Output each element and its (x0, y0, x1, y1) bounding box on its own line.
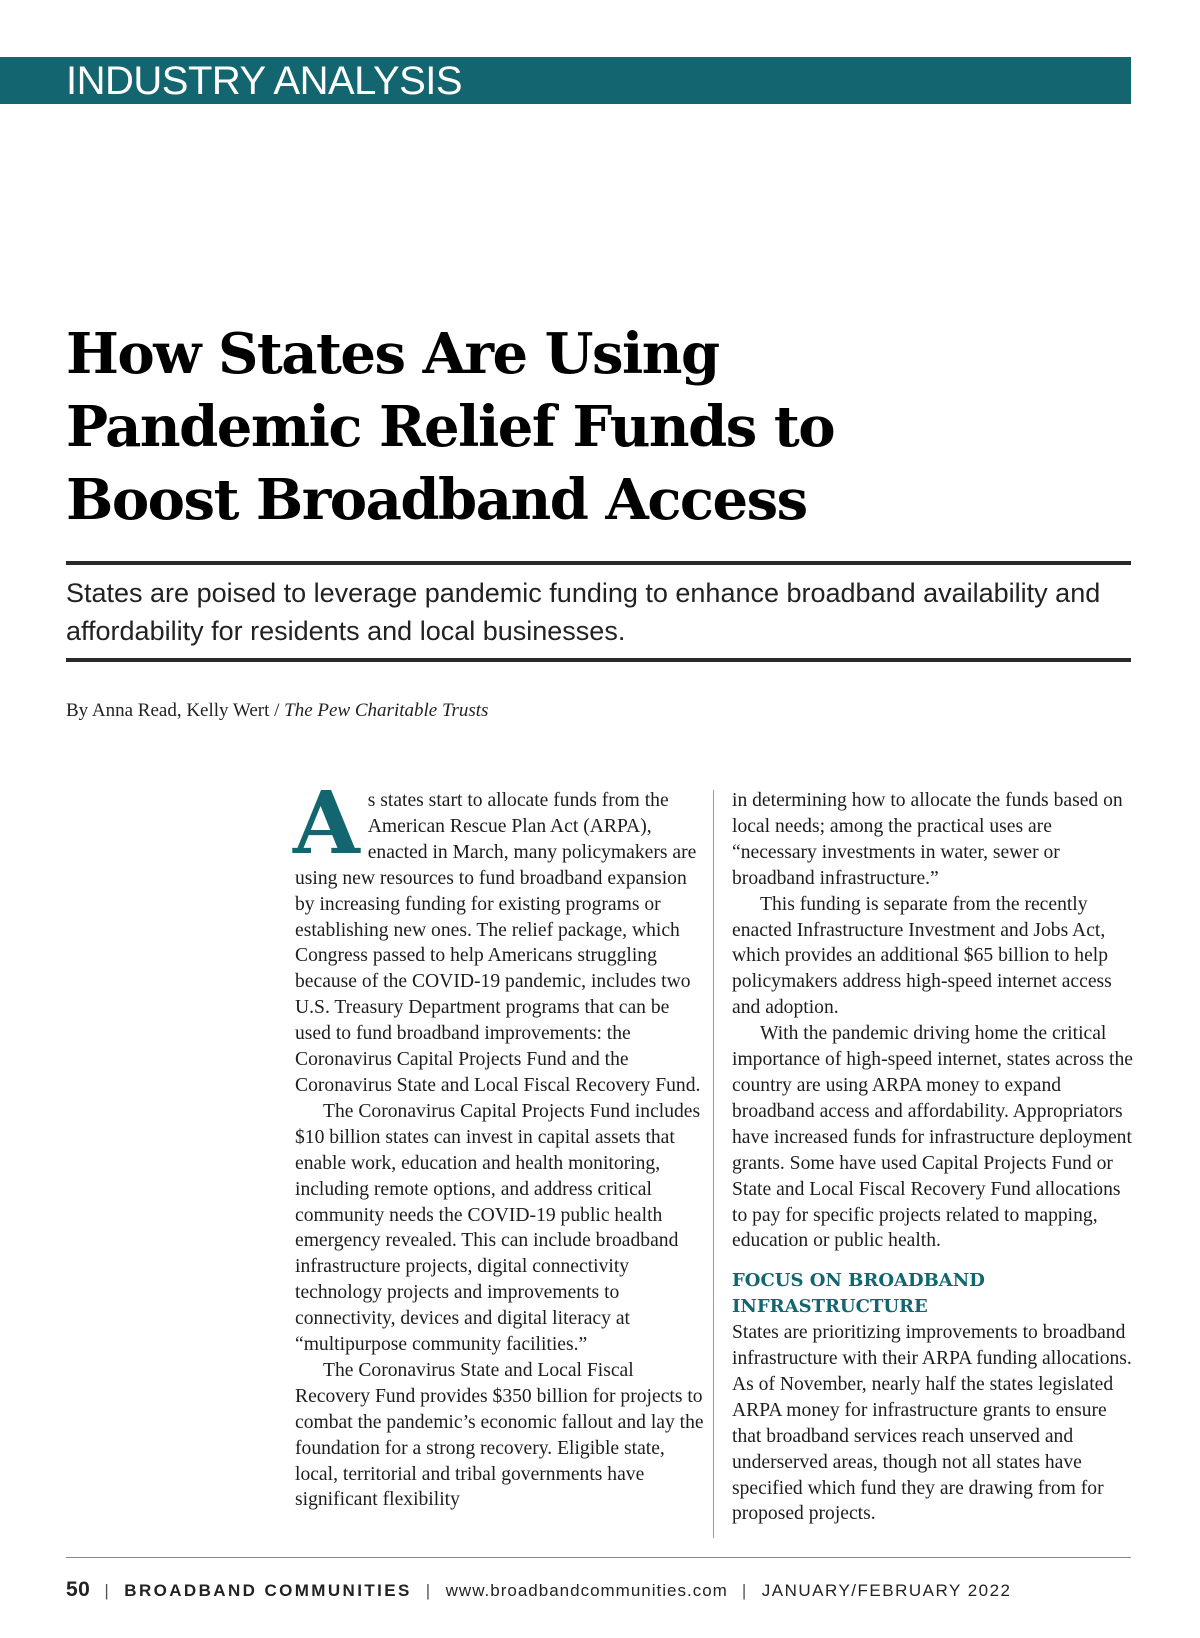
issue-date: JANUARY/FEBRUARY 2022 (761, 1581, 1012, 1600)
footer-rule (66, 1557, 1131, 1558)
paragraph-3-continued: in determining how to allocate the funds based on local needs; among the practical uses are “necessary investments in water, sewer or broadband infrastructure.” (732, 790, 1123, 889)
byline-authors: By Anna Read, Kelly Wert / (66, 700, 285, 721)
publication-name: BROADBAND COMMUNITIES (124, 1581, 412, 1600)
footer-separator: | (425, 1581, 432, 1600)
byline (66, 700, 488, 722)
subheading: FOCUS ON BROADBAND INFRASTRUCTURE (732, 1270, 985, 1318)
page-footer (66, 1578, 1012, 1602)
footer-separator: | (741, 1581, 748, 1600)
article-deck: States are poised to leverage pandemic funding to enhance broadband availability and affordability for residents and local businesses. (66, 578, 1101, 646)
column-divider (713, 790, 714, 1538)
article-title: How States Are Using Pandemic Relief Funds to Boost Broadband Access (66, 321, 835, 533)
publication-url: www.broadbandcommunities.com (445, 1581, 728, 1600)
paragraph-6: States are prioritizing improvements to broadband infrastructure with their ARPA funding allocations. As of November, nearly half the states legislated ARPA money for infrastructure grants to ensure that broadband services reach unserved and underserved areas, though not all states have specified which fund they are drawing from for proposed projects. (732, 1322, 1132, 1525)
body-column-right (732, 788, 1140, 1527)
footer-separator: | (104, 1581, 111, 1600)
section-label: INDUSTRY ANALYSIS (66, 59, 463, 103)
page-number: 50 (66, 1578, 91, 1601)
paragraph-5: With the pandemic driving home the critical importance of high-speed internet, states across the country are using ARPA money to expand broadband access and affordability. Appropriators have increased funds for infrastructure deployment grants. Some have used Capital Projects Fund or State and Local Fiscal Recovery Fund allocations to pay for specific projects related to mapping, education or public health. (732, 1023, 1133, 1252)
drop-cap: A (293, 773, 360, 874)
paragraph-3: The Coronavirus State and Local Fiscal Recovery Fund provides $350 billion for projects to combat the pandemic’s economic fallout and lay the foundation for a strong recovery. Eligible state, local, territorial and tribal governments have significant flexibility (295, 1359, 704, 1511)
deck-bottom-rule (66, 658, 1131, 662)
section-header-bar (0, 57, 1131, 104)
paragraph-1 (293, 773, 705, 1099)
paragraph-2: The Coronavirus Capital Projects Fund includes $10 billion states can invest in capital assets that enable work, education and health monitoring, including remote options, and address critical community needs the COVID-19 public health emergency revealed. This can include broadband infrastructure projects, digital connectivity technology projects and improvements to connectivity, devices and digital literacy at “multipurpose community facilities.” (295, 1100, 701, 1356)
byline-organization: The Pew Charitable Trusts (284, 700, 489, 721)
paragraph-1-text: s states start to allocate funds from the American Rescue Plan Act (ARPA), enacted in March, many policymakers are using new resources to fund broadband expansion by increasing funding for existing programs or establishing new ones. The relief package, which Congress passed to help Americans struggling because of the COVID-19 pandemic, includes two U.S. Treasury Department programs that can be used to fund broadband improvements: the Coronavirus Capital Projects Fund and the Coronavirus State and Local Fiscal Recovery Fund. (295, 790, 701, 1096)
deck-top-rule (66, 561, 1131, 565)
body-column-left (293, 773, 705, 1513)
paragraph-4: This funding is separate from the recently enacted Infrastructure Investment and Jobs Act, which provides an additional $65 billion to help policymakers address high-speed internet access and adoption. (732, 893, 1112, 1019)
